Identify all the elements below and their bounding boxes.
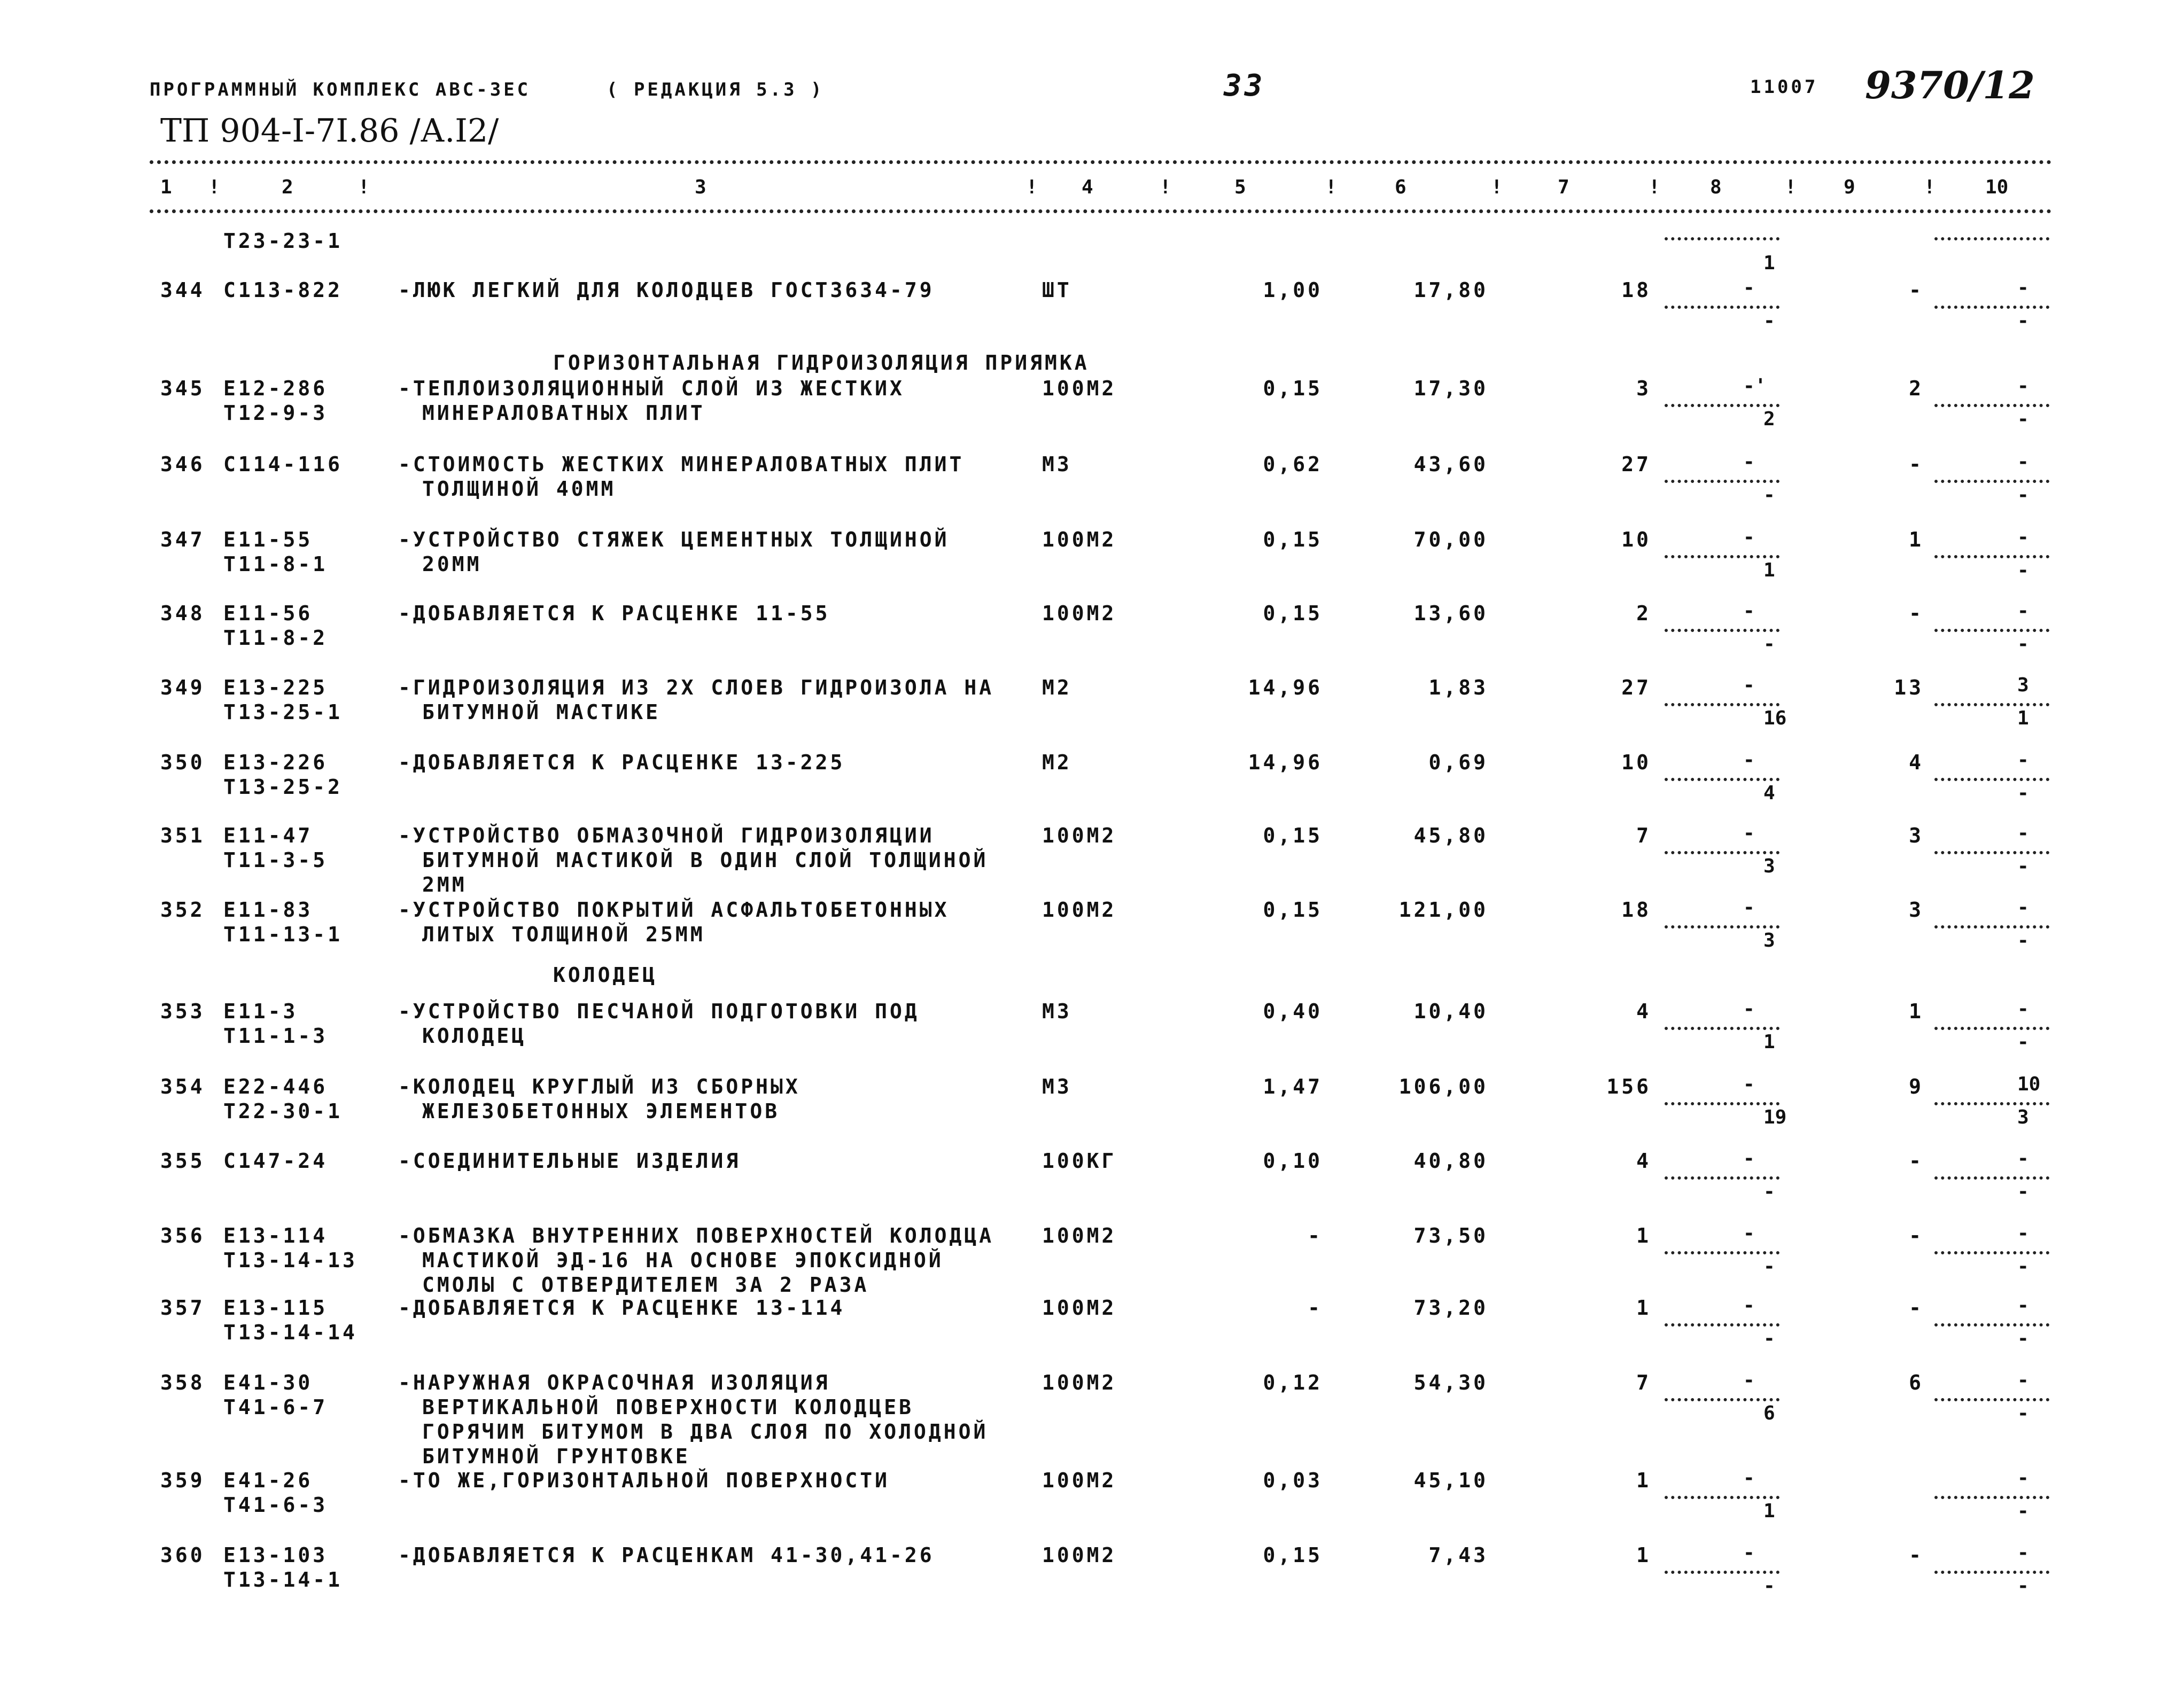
row-description: -ДОБАВЛЯЕТСЯ К РАСЦЕНКЕ 13-114: [398, 1296, 845, 1320]
row-col9: 1: [1909, 528, 1924, 551]
row-code: Е13-226: [223, 751, 328, 774]
row-col8-denominator: 4: [1763, 782, 1775, 804]
row-description: БИТУМНОЙ ГРУНТОВКЕ: [422, 1445, 690, 1468]
row-description: БИТУМНОЙ МАСТИКЕ: [422, 700, 661, 724]
row-col9: 4: [1909, 751, 1924, 774]
row-total: 27: [1621, 452, 1651, 476]
row-unit: М2: [1042, 751, 1072, 774]
row-unit: ШТ: [1042, 278, 1072, 302]
row-description: -ДОБАВЛЯЕТСЯ К РАСЦЕНКЕ 13-225: [398, 751, 845, 774]
row-code: Е41-30: [223, 1371, 313, 1394]
row-quantity: 1,47: [1263, 1075, 1323, 1098]
row-col9: -: [1909, 1543, 1924, 1567]
row-code: Е13-225: [223, 676, 328, 699]
row-quantity: 14,96: [1248, 751, 1323, 774]
row-unit-price: 73,50: [1413, 1224, 1488, 1247]
row-col10-denominator: -: [2017, 1181, 2029, 1203]
row-col8-numerator: -: [1743, 1294, 1755, 1316]
row-unit: М3: [1042, 1075, 1072, 1098]
row-total: 7: [1636, 1371, 1651, 1394]
row-col10-denominator: -: [2017, 484, 2029, 506]
row-code-secondary: Т12-9-3: [223, 401, 328, 425]
row-description: ГОРЯЧИМ БИТУМОМ В ДВА СЛОЯ ПО ХОЛОДНОЙ: [422, 1420, 989, 1443]
row-code: Е11-56: [223, 602, 313, 625]
row-col10-numerator: -: [2017, 1542, 2029, 1564]
row-col9: -: [1909, 452, 1924, 476]
row-code: Е11-47: [223, 824, 313, 847]
row-col8-numerator: -: [1743, 277, 1755, 299]
col8-fraction-line: [1665, 851, 1779, 854]
row-description: МАСТИКОЙ ЭД-16 НА ОСНОВЕ ЭПОКСИДНОЙ: [422, 1249, 944, 1272]
row-number: 354: [160, 1075, 205, 1098]
col-1: 1: [160, 176, 172, 198]
row-quantity: 0,03: [1263, 1469, 1323, 1492]
row-description: -УСТРОЙСТВО ПОКРЫТИЙ АСФАЛЬТОБЕТОННЫХ: [398, 898, 950, 922]
row-unit-price: 121,00: [1398, 898, 1488, 922]
row-col9: 2: [1909, 377, 1924, 400]
row-unit-price: 70,00: [1413, 528, 1488, 551]
row-col10-denominator: 1: [2017, 707, 2029, 729]
row-code: Е22-446: [223, 1075, 328, 1098]
row-quantity: 0,15: [1263, 898, 1323, 922]
row-number: 359: [160, 1469, 205, 1492]
row-number: 347: [160, 528, 205, 551]
row-number: 358: [160, 1371, 205, 1394]
row-col10-denominator: -: [2017, 310, 2029, 332]
row-unit: 100М2: [1042, 1371, 1117, 1394]
row-col9: -: [1909, 278, 1924, 302]
row-col10-numerator: 10: [2017, 1073, 2041, 1095]
row-total: 4: [1636, 1149, 1651, 1173]
row-col10-denominator: -: [2017, 559, 2029, 581]
row-total: 10: [1621, 751, 1651, 774]
row-code: С114-116: [223, 452, 343, 476]
row-description: -ТО ЖЕ,ГОРИЗОНТАЛЬНОЙ ПОВЕРХНОСТИ: [398, 1469, 890, 1492]
row-code-secondary: Т11-8-1: [223, 552, 328, 576]
program-title: ПРОГРАММНЫЙ КОМПЛЕКС АВС-ЗЕС: [150, 79, 531, 100]
col10-fraction-line: [1934, 404, 2049, 407]
col-separator: !: [1924, 176, 1936, 198]
col-separator: !: [1785, 176, 1797, 198]
row-description: ВЕРТИКАЛЬНОЙ ПОВЕРХНОСТИ КОЛОДЦЕВ: [422, 1395, 914, 1419]
row-col10-denominator: -: [2017, 633, 2029, 655]
col8-fraction-line: [1665, 1176, 1779, 1180]
row-quantity: -: [1308, 1296, 1323, 1320]
row-col8-denominator: 16: [1763, 707, 1787, 729]
row-number: 350: [160, 751, 205, 774]
section-heading: КОЛОДЕЦ: [553, 963, 658, 987]
row-unit-price: 17,80: [1413, 278, 1488, 302]
row-unit-price: 1,83: [1428, 676, 1488, 699]
row-quantity: 0,10: [1263, 1149, 1323, 1173]
row-code: Е11-83: [223, 898, 313, 922]
row-total: 1: [1636, 1224, 1651, 1247]
row-col8-numerator: -: [1743, 749, 1755, 771]
row-total: 18: [1621, 898, 1651, 922]
row-col10-denominator: -: [2017, 1328, 2029, 1349]
row-col9: -: [1909, 602, 1924, 625]
row-unit-price: 54,30: [1413, 1371, 1488, 1394]
col-separator: !: [1160, 176, 1171, 198]
col8-fraction-line: [1665, 778, 1779, 781]
row-col8-numerator: -: [1743, 998, 1755, 1020]
row-code: Е13-115: [223, 1296, 328, 1320]
row-number: 353: [160, 1000, 205, 1023]
row-code-secondary: Т41-6-3: [223, 1493, 328, 1517]
header-rule-bottom: [150, 209, 2052, 213]
row-total: 1: [1636, 1469, 1651, 1492]
handwritten-number: 9370/12: [1865, 63, 2035, 107]
row-col10-denominator: -: [2017, 1255, 2029, 1277]
row-number: 352: [160, 898, 205, 922]
col10-dashes: [1934, 237, 2049, 240]
row-col9: 3: [1909, 824, 1924, 847]
row-description: ЛИТЫХ ТОЛЩИНОЙ 25ММ: [422, 923, 705, 946]
row-unit-price: 73,20: [1413, 1296, 1488, 1320]
row-unit-price: 43,60: [1413, 452, 1488, 476]
row-code-secondary: Т13-14-14: [223, 1321, 357, 1344]
row-col8-numerator: -: [1743, 896, 1755, 918]
row-col8-denominator: -: [1763, 1328, 1775, 1349]
col8-fraction-line: [1665, 703, 1779, 706]
row-col10-numerator: -: [2017, 822, 2029, 844]
row-unit: 100М2: [1042, 824, 1117, 847]
edition-label: ( РЕДАКЦИЯ 5.3 ): [607, 79, 825, 100]
row-col8-denominator: 1: [1763, 1031, 1775, 1053]
col10-fraction-line: [1934, 1102, 2049, 1105]
row-unit: 100М2: [1042, 602, 1117, 625]
col-separator: !: [1491, 176, 1503, 198]
row-col8-denominator: -: [1763, 1255, 1775, 1277]
row-unit: 100М2: [1042, 377, 1117, 400]
row-unit: М3: [1042, 1000, 1072, 1023]
col8-fraction-line: [1665, 1027, 1779, 1030]
col10-fraction-line: [1934, 306, 2049, 309]
row-col8-numerator: -: [1743, 1542, 1755, 1564]
row-code-secondary: Т41-6-7: [223, 1395, 328, 1419]
col8-fraction-line: [1665, 555, 1779, 558]
row-col10-numerator: -: [2017, 1222, 2029, 1244]
col10-fraction-line: [1934, 1251, 2049, 1254]
row-quantity: 0,40: [1263, 1000, 1323, 1023]
row-col8-denominator: -: [1763, 1181, 1775, 1203]
row-unit-price: 40,80: [1413, 1149, 1488, 1173]
col-7: 7: [1558, 176, 1569, 198]
col10-fraction-line: [1934, 555, 2049, 558]
row-code: Е41-26: [223, 1469, 313, 1492]
row-col10-denominator: -: [2017, 930, 2029, 951]
row-col10-denominator: -: [2017, 1402, 2029, 1424]
row-description: -ЛЮК ЛЕГКИЙ ДЛЯ КОЛОДЦЕВ ГОСТ3634-79: [398, 278, 935, 302]
row-col8-numerator: -: [1743, 822, 1755, 844]
row-code: Е13-114: [223, 1224, 328, 1247]
col10-fraction-line: [1934, 1496, 2049, 1499]
row-code-secondary: Т11-8-2: [223, 626, 328, 650]
row-col8-denominator: 6: [1763, 1402, 1775, 1424]
row-col8-denominator: 1: [1763, 559, 1775, 581]
col-separator: !: [358, 176, 370, 198]
row-col10-numerator: -: [2017, 1467, 2029, 1489]
row-description: -ОБМАЗКА ВНУТРЕННИХ ПОВЕРХНОСТЕЙ КОЛОДЦА: [398, 1224, 994, 1247]
row-code-secondary: Т11-1-3: [223, 1024, 328, 1048]
row-unit: 100М2: [1042, 1543, 1117, 1567]
row-col10-numerator: -: [2017, 375, 2029, 397]
row-description: -УСТРОЙСТВО ПЕСЧАНОЙ ПОДГОТОВКИ ПОД: [398, 1000, 920, 1023]
col8-fraction-line: [1665, 629, 1779, 632]
row-quantity: 0,15: [1263, 1543, 1323, 1567]
col8-dashes: [1665, 237, 1779, 240]
row-description: 20ММ: [422, 552, 482, 576]
row-description: -УСТРОЙСТВО ОБМАЗОЧНОЙ ГИДРОИЗОЛЯЦИИ: [398, 824, 935, 847]
row-code: С113-822: [223, 278, 343, 302]
row-total: 10: [1621, 528, 1651, 551]
col8-fraction-line: [1665, 925, 1779, 928]
row-description: МИНЕРАЛОВАТНЫХ ПЛИТ: [422, 401, 705, 425]
row-col10-numerator: -: [2017, 998, 2029, 1020]
col-separator: !: [1026, 176, 1038, 198]
row-col8-denominator: 1: [1763, 1500, 1775, 1522]
row-unit: 100М2: [1042, 528, 1117, 551]
row-quantity: 0,15: [1263, 377, 1323, 400]
col8-fraction-line: [1665, 1323, 1779, 1327]
row-col10-numerator: -: [2017, 1148, 2029, 1169]
row-description: -УСТРОЙСТВО СТЯЖЕК ЦЕМЕНТНЫХ ТОЛЩИНОЙ: [398, 528, 950, 551]
row-unit-price: 45,80: [1413, 824, 1488, 847]
row-description: СМОЛЫ С ОТВЕРДИТЕЛЕМ ЗА 2 РАЗА: [422, 1273, 869, 1297]
row-number: 348: [160, 602, 205, 625]
col-2: 2: [282, 176, 293, 198]
row-col9: 13: [1894, 676, 1924, 699]
row-quantity: 1,00: [1263, 278, 1323, 302]
row-code: Е13-103: [223, 1543, 328, 1567]
row-description: ЖЕЛЕЗОБЕТОННЫХ ЭЛЕМЕНТОВ: [422, 1099, 780, 1123]
col-separator: !: [208, 176, 220, 198]
section-heading: ГОРИЗОНТАЛЬНАЯ ГИДРОИЗОЛЯЦИЯ ПРИЯМКА: [553, 351, 1090, 374]
row-col8-denominator: -: [1763, 1575, 1775, 1597]
row-col10-denominator: 3: [2017, 1106, 2029, 1128]
row-number: 355: [160, 1149, 205, 1173]
col10-fraction-line: [1934, 1571, 2049, 1574]
row-unit-price: 10,40: [1413, 1000, 1488, 1023]
row-unit-price: 106,00: [1398, 1075, 1488, 1098]
col8-fraction-line: [1665, 1398, 1779, 1401]
row-col9: -: [1909, 1149, 1924, 1173]
row-total: 156: [1606, 1075, 1651, 1098]
row-total: 18: [1621, 278, 1651, 302]
row-col10-denominator: -: [2017, 1500, 2029, 1522]
row-col8-numerator: -: [1743, 674, 1755, 696]
row-total: 3: [1636, 377, 1651, 400]
row-unit: М2: [1042, 676, 1072, 699]
col-8: 8: [1710, 176, 1722, 198]
row-code-secondary: Т11-3-5: [223, 848, 328, 872]
row-col8-numerator: -: [1743, 1148, 1755, 1169]
col-4: 4: [1082, 176, 1093, 198]
row-quantity: 0,15: [1263, 528, 1323, 551]
col10-fraction-line: [1934, 1398, 2049, 1401]
col-separator: !: [1325, 176, 1337, 198]
row-col8-denominator: 3: [1763, 930, 1775, 951]
col-5: 5: [1234, 176, 1246, 198]
col8-fraction-line: [1665, 404, 1779, 407]
row-col8-denominator: 3: [1763, 855, 1775, 877]
col8-fraction-line: [1665, 1251, 1779, 1254]
row-col10-numerator: -: [2017, 526, 2029, 548]
row-code: С147-24: [223, 1149, 328, 1173]
row-code-secondary: Т11-13-1: [223, 923, 343, 946]
col8-fraction-line: [1665, 480, 1779, 483]
row-total: 1: [1636, 1543, 1651, 1567]
row-col8-numerator: -': [1743, 375, 1767, 397]
row-description: -СТОИМОСТЬ ЖЕСТКИХ МИНЕРАЛОВАТНЫХ ПЛИТ: [398, 452, 965, 476]
row-col8-denominator: -: [1763, 484, 1775, 506]
row-unit: 100М2: [1042, 1224, 1117, 1247]
doc-code: 11007: [1750, 76, 1818, 98]
col-separator: !: [1649, 176, 1660, 198]
row-quantity: 0,12: [1263, 1371, 1323, 1394]
row-quantity: 0,15: [1263, 824, 1323, 847]
row-col8-denominator: 19: [1763, 1106, 1787, 1128]
row-number: 349: [160, 676, 205, 699]
page-number: 33: [1224, 68, 1265, 103]
row-description: -ТЕПЛОИЗОЛЯЦИОННЫЙ СЛОЙ ИЗ ЖЕСТКИХ: [398, 377, 905, 400]
row-description: -СОЕДИНИТЕЛЬНЫЕ ИЗДЕЛИЯ: [398, 1149, 741, 1173]
row-quantity: -: [1308, 1224, 1323, 1247]
row-col10-denominator: -: [2017, 1575, 2029, 1597]
row-total: 7: [1636, 824, 1651, 847]
row-code: Е11-3: [223, 1000, 298, 1023]
row-description: -КОЛОДЕЦ КРУГЛЫЙ ИЗ СБОРНЫХ: [398, 1075, 800, 1098]
col-3: 3: [695, 176, 706, 198]
row-col9: 3: [1909, 898, 1924, 922]
col8-fraction-line: [1665, 306, 1779, 309]
row-col9: -: [1909, 1224, 1924, 1247]
row-col10-numerator: -: [2017, 277, 2029, 299]
row-col8-denominator: -: [1763, 633, 1775, 655]
row-col9: 6: [1909, 1371, 1924, 1394]
row-code: Е11-55: [223, 528, 313, 551]
row-code-secondary: Т13-25-2: [223, 775, 343, 799]
row-description: ТОЛЩИНОЙ 40ММ: [422, 477, 616, 501]
row-description: БИТУМНОЙ МАСТИКОЙ В ОДИН СЛОЙ ТОЛЩИНОЙ: [422, 848, 989, 872]
row-unit-price: 17,30: [1413, 377, 1488, 400]
row-col9: 9: [1909, 1075, 1924, 1098]
row-unit-price: 45,10: [1413, 1469, 1488, 1492]
row-total: 2: [1636, 602, 1651, 625]
row-unit-price: 13,60: [1413, 602, 1488, 625]
row-col10-numerator: -: [2017, 1369, 2029, 1391]
row-number: 360: [160, 1543, 205, 1567]
row-description: -ГИДРОИЗОЛЯЦИЯ ИЗ 2Х СЛОЕВ ГИДРОИЗОЛА НА: [398, 676, 994, 699]
col10-fraction-line: [1934, 703, 2049, 706]
row-unit: 100М2: [1042, 1296, 1117, 1320]
row-col8-numerator: -: [1743, 1369, 1755, 1391]
row-quantity: 0,62: [1263, 452, 1323, 476]
row-col10-numerator: -: [2017, 451, 2029, 473]
col10-fraction-line: [1934, 1027, 2049, 1030]
row-code-secondary: Т13-25-1: [223, 700, 343, 724]
row-unit-price: 0,69: [1428, 751, 1488, 774]
col-9: 9: [1844, 176, 1855, 198]
row-col9: 1: [1909, 1000, 1924, 1023]
row-code-secondary: Т13-14-13: [223, 1249, 357, 1272]
row-col10-numerator: -: [2017, 896, 2029, 918]
row-col10-numerator: -: [2017, 600, 2029, 622]
row-col10-numerator: -: [2017, 1294, 2029, 1316]
row-unit: 100М2: [1042, 1469, 1117, 1492]
row-col10-denominator: -: [2017, 1031, 2029, 1053]
row-code: Е12-286: [223, 377, 328, 400]
row-col8-numerator: -: [1743, 1073, 1755, 1095]
row-number: 356: [160, 1224, 205, 1247]
row-quantity: 14,96: [1248, 676, 1323, 699]
row-col8-numerator: -: [1743, 600, 1755, 622]
row-total: 1: [1636, 1296, 1651, 1320]
col10-fraction-line: [1934, 1176, 2049, 1180]
col10-fraction-line: [1934, 925, 2049, 928]
header-rule-top: [150, 160, 2052, 164]
col10-fraction-line: [1934, 778, 2049, 781]
row-code-secondary: Т22-30-1: [223, 1099, 343, 1123]
row-total: 27: [1621, 676, 1651, 699]
row-col8-numerator: -: [1743, 1222, 1755, 1244]
row-unit: 100КГ: [1042, 1149, 1117, 1173]
col10-fraction-line: [1934, 480, 2049, 483]
project-code: ТП 904-I-7I.86 /А.I2/: [160, 112, 499, 150]
row-number: 346: [160, 452, 205, 476]
row-unit: 100М2: [1042, 898, 1117, 922]
row-description: -ДОБАВЛЯЕТСЯ К РАСЦЕНКАМ 41-30,41-26: [398, 1543, 935, 1567]
row-number: 345: [160, 377, 205, 400]
row-col10-denominator: -: [2017, 855, 2029, 877]
row-unit-price: 7,43: [1428, 1543, 1488, 1567]
row-number: 351: [160, 824, 205, 847]
row-col8-numerator: -: [1743, 451, 1755, 473]
row-col10-numerator: -: [2017, 749, 2029, 771]
row-col8-numerator: -: [1743, 526, 1755, 548]
row-col10-denominator: -: [2017, 408, 2029, 430]
row-number: 344: [160, 278, 205, 302]
row-number: 357: [160, 1296, 205, 1320]
row-description: КОЛОДЕЦ: [422, 1024, 527, 1048]
col-10: 10: [1985, 176, 2009, 198]
row-col8-denominator: 2: [1763, 408, 1775, 430]
col10-fraction-line: [1934, 629, 2049, 632]
col8-fraction-line: [1665, 1496, 1779, 1499]
col10-fraction-line: [1934, 1323, 2049, 1327]
col8-fraction-line: [1665, 1571, 1779, 1574]
row-col10-numerator: 3: [2017, 674, 2029, 696]
col8-fraction-line: [1665, 1102, 1779, 1105]
row-col10-denominator: -: [2017, 782, 2029, 804]
row-col8-denominator: -: [1763, 310, 1775, 332]
col10-fraction-line: [1934, 851, 2049, 854]
row-description: 2ММ: [422, 873, 467, 896]
row-total: 4: [1636, 1000, 1651, 1023]
row-unit: М3: [1042, 452, 1072, 476]
col-6: 6: [1395, 176, 1406, 198]
row-col8-top: 1: [1763, 252, 1775, 274]
row-col8-numerator: -: [1743, 1467, 1755, 1489]
row-description: -ДОБАВЛЯЕТСЯ К РАСЦЕНКЕ 11-55: [398, 602, 830, 625]
row-description: -НАРУЖНАЯ ОКРАСОЧНАЯ ИЗОЛЯЦИЯ: [398, 1371, 830, 1394]
row-col9: -: [1909, 1296, 1924, 1320]
row-code-secondary: Т13-14-1: [223, 1568, 343, 1591]
row-quantity: 0,15: [1263, 602, 1323, 625]
top-code: Т23-23-1: [223, 229, 343, 253]
